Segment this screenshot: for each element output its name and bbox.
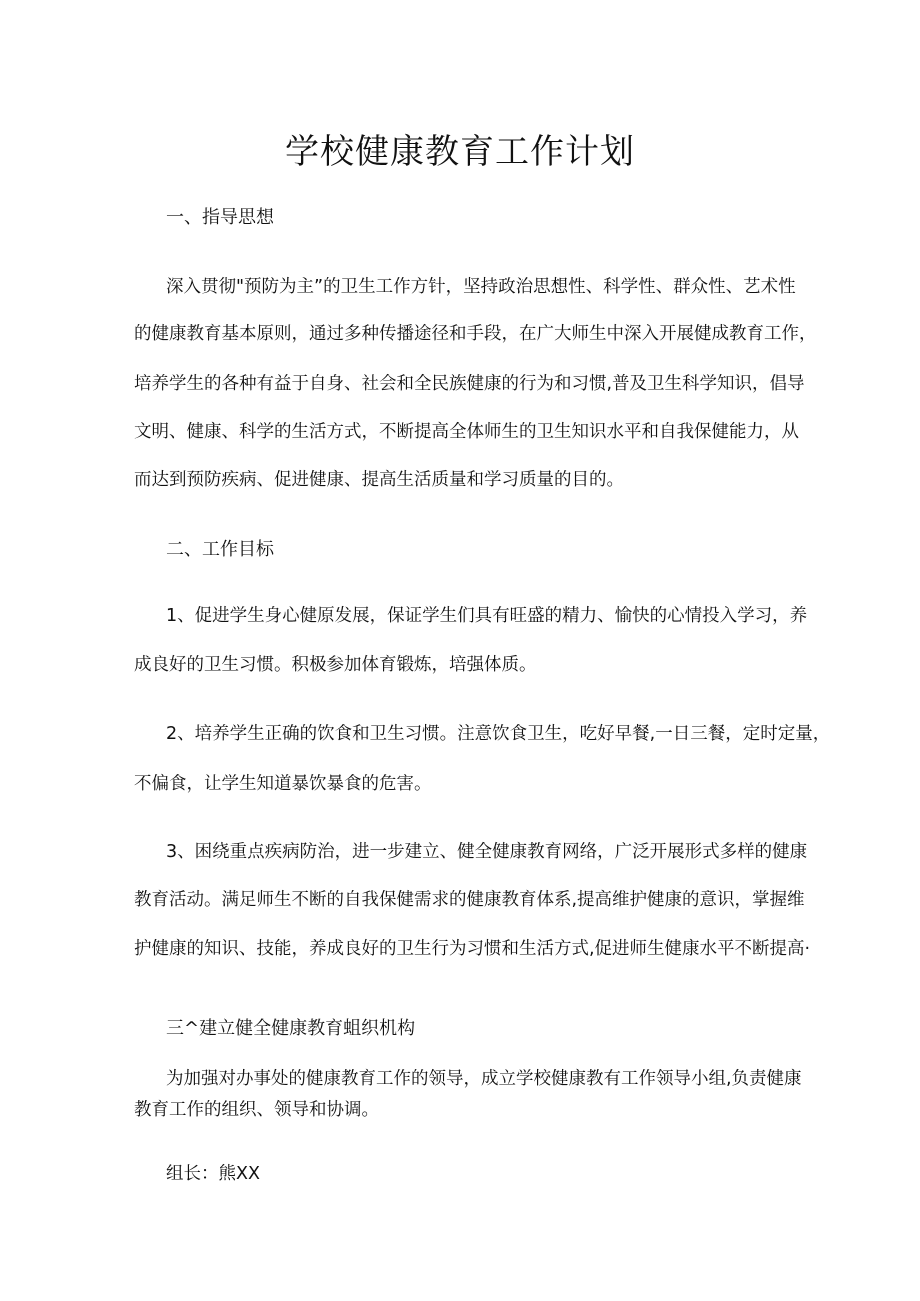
paragraph-line: 文明、健康、科学的生活方式，不断提高全体师生的卫生知识水平和自我保健能力，从 (134, 422, 799, 442)
goal-item-2-line: 不偏食，让学生知道暴饮暴食的危害。 (134, 774, 432, 794)
section-heading-work-goals: 二、工作目标 (166, 539, 274, 560)
goal-item-1-line: 成良好的卫生习惯。积极参加体育锻炼，培强体质。 (134, 655, 537, 675)
paragraph-line: 为加强对办事处的健康教育工作的领导，成立学校健康教有工作领导小组,负责健康 (166, 1069, 802, 1089)
goal-item-2-line: 2、培养学生正确的饮食和卫生习惯。注意饮食卫生，吃好早餐,一日三餐，定时定量， (166, 724, 831, 744)
section-heading-organization: 三^建立健全健康教育蛆织机构 (166, 1018, 416, 1039)
goal-item-3-line: 3、困绕重点疾病防治，进一步建立、健全健康教育网络，广泛开展形式多样的健康 (166, 842, 808, 862)
section-heading-guiding-ideology: 一、指导思想 (166, 207, 274, 228)
goal-item-1-line: 1、促进学生身心健原发展，保证学生们具有旺盛的精力、愉快的心情投入学习，养 (166, 606, 808, 626)
goal-item-3-line: 教育活动。满足师生不断的自我保健需求的健康教育体系,提高维护健康的意识，掌握维 (134, 890, 805, 910)
paragraph-line: 而达到预防疾病、促进健康、提高生活质量和学习质量的目的。 (134, 470, 624, 490)
paragraph-line: 深入贯彻"预防为主”的卫生工作方针，坚持政治思想性、科学性、群众性、艺术性 (166, 277, 796, 297)
group-leader-line: 组长：熊XX (166, 1164, 260, 1184)
goal-item-3-line: 护健康的知识、技能，养成良好的卫生行为习惯和生活方式,促进师生健康水平不断提高· (134, 939, 811, 959)
paragraph-line: 的健康教育基本原则，通过多种传播途径和手段，在广大师生中深入开展健成教育工作， (134, 324, 817, 344)
paragraph-line: 培养学生的各种有益于自身、社会和全民族健康的行为和习惯,普及卫生科学知识，倡导 (134, 374, 805, 394)
paragraph-line: 教育工作的组织、领导和协调。 (134, 1100, 379, 1120)
document-title: 学校健康教育工作计划 (285, 132, 635, 172)
